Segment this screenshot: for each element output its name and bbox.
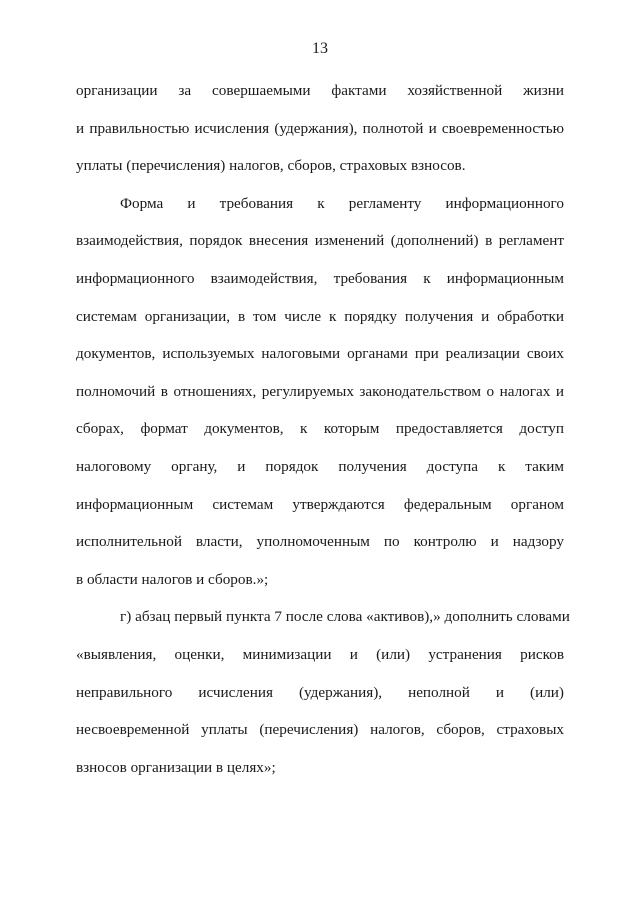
text-line: исполнительной власти, уполномоченным по контролю и надзору bbox=[76, 533, 564, 551]
text-line: несвоевременной уплаты (перечисления) налогов, сборов, страховых bbox=[76, 721, 564, 739]
text-line: сборах, формат документов, к которым предоставляется доступ bbox=[76, 420, 564, 438]
text-line: «выявления, оценки, минимизации и (или) устранения рисков bbox=[76, 645, 564, 663]
text-line: документов, используемых налоговыми органами при реализации своих bbox=[76, 345, 564, 363]
paragraph-1 bbox=[76, 72, 564, 185]
text-line: и правильностью исчисления (удержания), полнотой и своевременностью bbox=[76, 119, 564, 137]
document-body bbox=[76, 72, 570, 786]
text-line: информационного взаимодействия, требования к информационным bbox=[76, 269, 564, 287]
paragraph-3 bbox=[76, 598, 570, 786]
text-line: организации за совершаемыми фактами хозяйственной жизни bbox=[76, 82, 564, 99]
text-line: информационным системам утверждаются федеральным органом bbox=[76, 495, 564, 513]
text-line: взносов организации в целях»; bbox=[76, 758, 276, 776]
page-number: 13 bbox=[312, 40, 328, 57]
text-line: взаимодействия, порядок внесения изменений (дополнений) в регламент bbox=[76, 232, 564, 250]
paragraph-2 bbox=[76, 185, 564, 599]
text-line: системам организации, в том числе к порядку получения и обработки bbox=[76, 307, 564, 325]
text-line: Форма и требования к регламенту информационного bbox=[120, 194, 564, 212]
text-line: в области налогов и сборов.»; bbox=[76, 570, 269, 588]
text-line: неправильного исчисления (удержания), неполной и (или) bbox=[76, 683, 564, 701]
text-line: г) абзац первый пункта 7 после слова «активов),» дополнить словами bbox=[120, 608, 570, 626]
text-line: налоговому органу, и порядок получения доступа к таким bbox=[76, 457, 564, 475]
text-line: полномочий в отношениях, регулируемых законодательством о налогах и bbox=[76, 382, 564, 400]
text-line: уплаты (перечисления) налогов, сборов, страховых взносов. bbox=[76, 157, 466, 175]
